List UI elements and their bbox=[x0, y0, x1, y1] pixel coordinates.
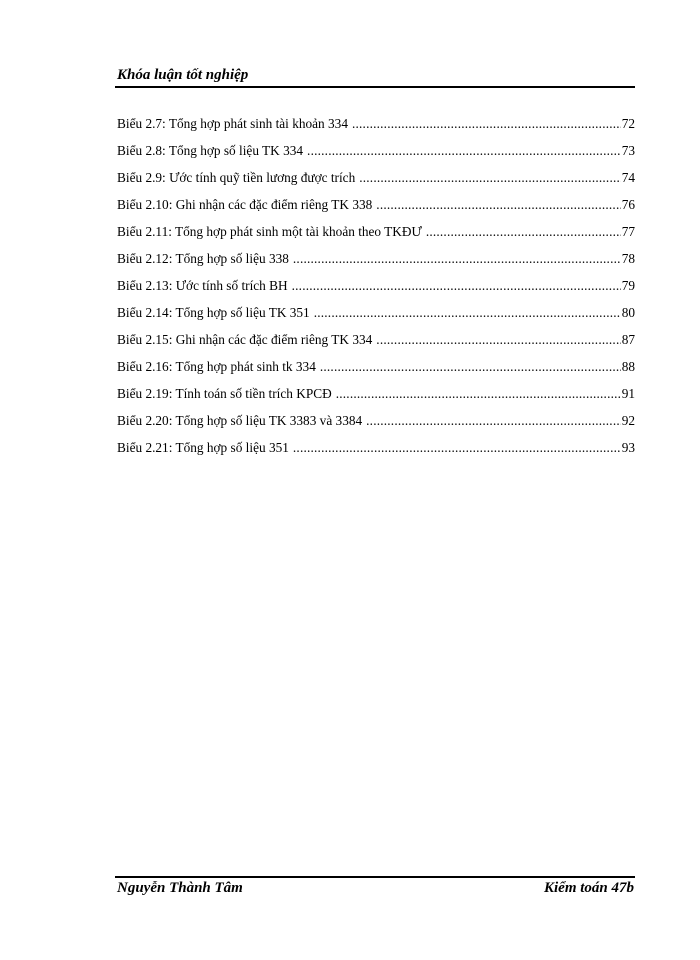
toc-entry-page: 77 bbox=[621, 224, 635, 239]
toc-entry-label: Biểu 2.12: Tổng hợp số liệu 338 bbox=[117, 251, 289, 266]
toc-entry bbox=[117, 222, 635, 249]
toc-entry bbox=[117, 384, 635, 411]
toc-entry-label: Biểu 2.19: Tính toán số tiền trích KPCĐ bbox=[117, 386, 332, 401]
toc-entry bbox=[117, 438, 635, 465]
footer-rule bbox=[115, 876, 635, 878]
toc-leader-dots bbox=[293, 249, 621, 269]
toc-entry-label: Biểu 2.13: Ước tính số trích BH bbox=[117, 278, 288, 293]
toc-leader-dots bbox=[314, 303, 621, 323]
toc-leader-dots bbox=[376, 330, 620, 350]
toc-entry-page: 73 bbox=[621, 143, 635, 158]
toc-leader-dots bbox=[292, 276, 621, 296]
toc-leader-dots bbox=[320, 357, 621, 377]
toc-leader-dots bbox=[336, 384, 621, 404]
toc-entry bbox=[117, 330, 635, 357]
toc-entry-label: Biểu 2.16: Tổng hợp phát sinh tk 334 bbox=[117, 359, 316, 374]
toc-entry-label: Biểu 2.11: Tổng hợp phát sinh một tài khoản theo TKĐƯ bbox=[117, 224, 422, 239]
toc-entry bbox=[117, 168, 635, 195]
toc-entry bbox=[117, 303, 635, 330]
toc-entry-label: Biểu 2.20: Tổng hợp số liệu TK 3383 và 3384 bbox=[117, 413, 363, 428]
toc-entry bbox=[117, 357, 635, 384]
toc-entry-label: Biểu 2.21: Tổng hợp số liệu 351 bbox=[117, 440, 289, 455]
toc-leader-dots bbox=[307, 141, 621, 161]
toc-leader-dots bbox=[366, 411, 621, 431]
toc-entry-label: Biểu 2.15: Ghi nhận các đặc điểm riêng TK 334 bbox=[117, 332, 373, 347]
toc-entry-label: Biểu 2.7: Tổng hợp phát sinh tài khoản 334 bbox=[117, 116, 348, 131]
toc-entry-label: Biểu 2.9: Ước tính quỹ tiền lương được trích bbox=[117, 170, 356, 185]
toc-entry bbox=[117, 114, 635, 141]
toc-entry-label: Biểu 2.10: Ghi nhận các đặc điểm riêng TK 338 bbox=[117, 197, 373, 212]
toc-entry-page: 93 bbox=[621, 440, 635, 455]
toc-leader-dots bbox=[426, 222, 621, 242]
header-rule bbox=[115, 86, 635, 88]
table-of-contents bbox=[117, 114, 635, 465]
toc-entry bbox=[117, 411, 635, 438]
footer-author: Nguyễn Thành Tâm bbox=[117, 880, 243, 896]
toc-entry bbox=[117, 195, 635, 222]
toc-leader-dots bbox=[359, 168, 620, 188]
toc-leader-dots bbox=[376, 195, 620, 215]
toc-entry bbox=[117, 141, 635, 168]
toc-entry bbox=[117, 276, 635, 303]
toc-entry-label: Biểu 2.8: Tổng hợp số liệu TK 334 bbox=[117, 143, 304, 158]
toc-entry-page: 91 bbox=[621, 386, 635, 401]
toc-entry-page: 88 bbox=[621, 359, 635, 374]
toc-entry-page: 72 bbox=[621, 116, 635, 131]
toc-entry-page: 76 bbox=[621, 197, 635, 212]
header-title: Khóa luận tốt nghiệp bbox=[117, 67, 249, 83]
toc-entry-page: 87 bbox=[621, 332, 635, 347]
toc-entry-page: 92 bbox=[621, 413, 635, 428]
toc-leader-dots bbox=[352, 114, 621, 134]
toc-leader-dots bbox=[293, 438, 621, 458]
toc-entry-label: Biểu 2.14: Tổng hợp số liệu TK 351 bbox=[117, 305, 310, 320]
toc-entry-page: 74 bbox=[621, 170, 635, 185]
toc-entry-page: 79 bbox=[621, 278, 635, 293]
toc-entry-page: 80 bbox=[621, 305, 635, 320]
toc-entry bbox=[117, 249, 635, 276]
toc-entry-page: 78 bbox=[621, 251, 635, 266]
footer-class: Kiểm toán 47b bbox=[543, 880, 634, 896]
